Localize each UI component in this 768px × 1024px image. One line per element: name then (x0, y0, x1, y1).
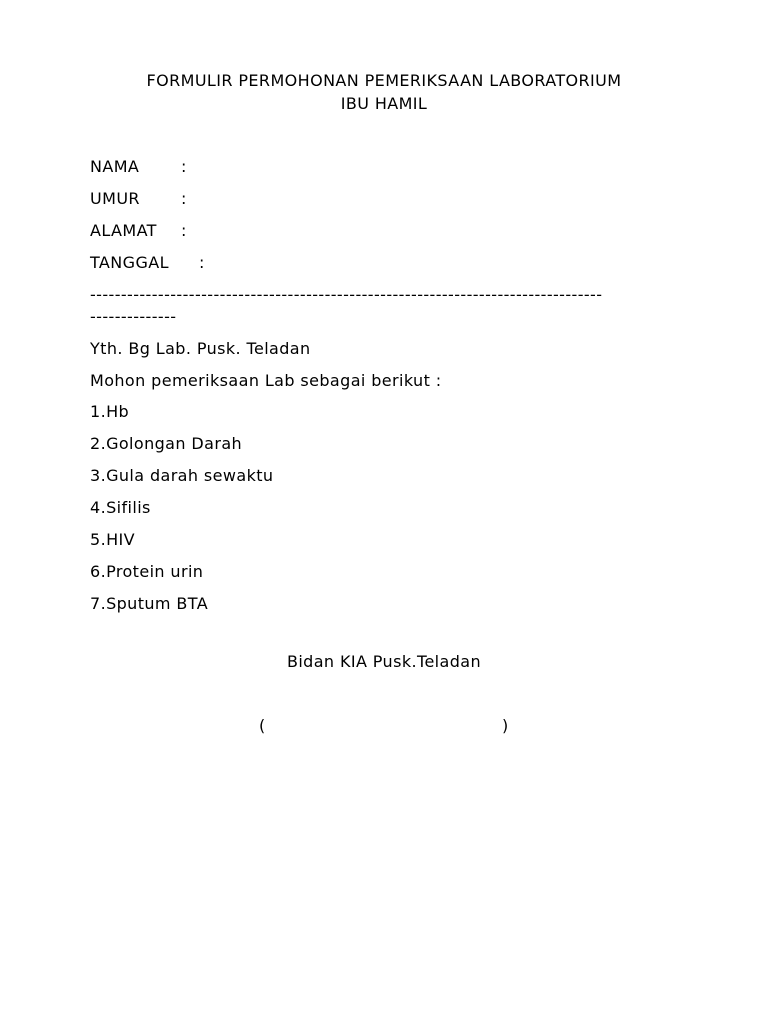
request-intro-text: Mohon pemeriksaan Lab sebagai berikut : (90, 371, 442, 390)
alamat-label: ALAMAT (90, 221, 157, 240)
nama-colon: : (181, 157, 187, 176)
test-item: 6.Protein urin (90, 562, 204, 581)
signature-paren-open: ( (259, 716, 266, 735)
test-item: 1.Hb (90, 402, 130, 421)
umur-label: UMUR (90, 189, 140, 208)
signature-paren-close: ) (502, 716, 509, 735)
divider-line-1: ----------------------------------------------------------------------------------- (90, 285, 603, 304)
test-item: 2.Golongan Darah (90, 434, 243, 453)
test-item: 3.Gula darah sewaktu (90, 466, 274, 485)
nama-label: NAMA (90, 157, 140, 176)
alamat-colon: : (181, 221, 187, 240)
form-title-line-1: FORMULIR PERMOHONAN PEMERIKSAAN LABORATORIUM (146, 71, 622, 90)
test-item: 5.HIV (90, 530, 135, 549)
tanggal-label: TANGGAL (90, 253, 169, 272)
addressee-text: Yth. Bg Lab. Pusk. Teladan (90, 339, 311, 358)
divider-line-2: -------------- (90, 307, 177, 326)
test-item: 7.Sputum BTA (90, 594, 209, 613)
form-title-line-2: IBU HAMIL (340, 94, 428, 113)
signer-title: Bidan KIA Pusk.Teladan (286, 652, 482, 671)
tanggal-colon: : (199, 253, 205, 272)
umur-colon: : (181, 189, 187, 208)
test-item: 4.Sifilis (90, 498, 151, 517)
